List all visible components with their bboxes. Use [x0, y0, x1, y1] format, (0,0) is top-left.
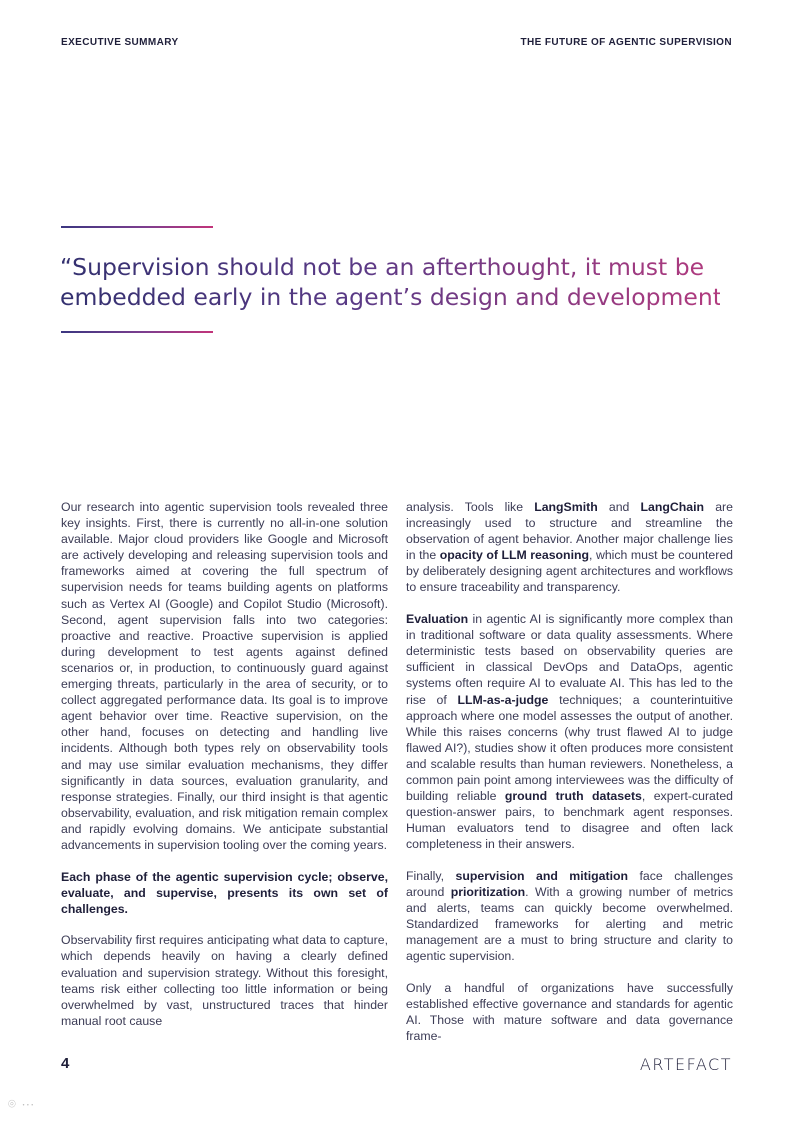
paragraph-evaluation: Evaluation in agentic AI is significantly more complex than in traditional software or data quality assessments. Where deterministic tests based on observability queries are sufficient in classical DevOps and DataOps, agentic systems often require AI to evaluate AI. This has led to the rise of LLM-as-a-judge techniques; a counterintuitive approach where one model assesses the output of another. While this raises concerns (why trust flawed AI to judge flawed AI?), studies show it often produces more consistent and scalable results than human reviewers. Nonetheless, a common pain point among interviewees was the difficulty of building reliable ground truth datasets, expert-curated question-answer pairs, to benchmark agent responses. Human evaluators tend to disagree and often lack completeness in their answers.: [406, 612, 733, 852]
quote-top-rule: [61, 226, 213, 228]
term-prioritization: prioritization: [450, 885, 526, 900]
right-column: [406, 499, 733, 1060]
term-evaluation: Evaluation: [406, 612, 469, 627]
pull-quote: [60, 252, 742, 312]
term-llm-as-a-judge: LLM-as-a-judge: [457, 692, 549, 707]
paragraph-lead-challenges: Each phase of the agentic supervision cycle; observe, evaluate, and supervise, presents its own set of challenges.: [61, 869, 388, 916]
paragraph-insights: Our research into agentic supervision tools revealed three key insights. First, there is currently no all-in-one solution available. Major cloud providers like Google and Microsoft are actively developing and releasing supervision tools and frameworks aimed at covering the full spectrum of supervision needs for teams building agents on platforms such as Vertex AI (Google) and Copilot Studio (Microsoft). Second, agent supervision falls into two categories: proactive and reactive. Proactive supervision is applied during development to test agents against defined scenarios or, in production, to continuously guard against emerging threats, particularly in the area of security, or to collect aggregated performance data. Its goal is to improve agent behavior over time. Reactive supervision, on the other hand, focuses on detecting and handling live incidents. Although both types rely on observability tools and may use similar evaluation mechanisms, they differ significantly in data sources, evaluation granularity, and response strategies. Finally, our third insight is that agentic observability, evaluation, and risk mitigation remain complex and rapidly evolving domains. We anticipate substantial advancements in supervision tooling over the coming years.: [61, 500, 388, 852]
running-header-left: EXECUTIVE SUMMARY: [61, 37, 179, 48]
running-header-right: THE FUTURE OF AGENTIC SUPERVISION: [520, 37, 732, 48]
pull-quote-line-1: “Supervision should not be an afterthought, it must be: [60, 253, 705, 281]
left-column: [61, 499, 388, 1044]
term-langchain: LangChain: [640, 500, 705, 514]
term-ground-truth: ground truth datasets: [504, 789, 642, 804]
quote-bottom-rule: [61, 331, 213, 333]
paragraph-supervision: Finally, supervision and mitigation face challenges around prioritization. With a growing number of metrics and alerts, teams can quickly become overwhelmed. Standardized frameworks for alerting and metric management are a must to bring structure and clarity to agentic supervision.: [406, 868, 733, 964]
paragraph-governance: Only a handful of organizations have successfully established effective governance and standards for agentic AI. Those with mature software and data governance frame-: [406, 981, 733, 1044]
watermark-icon: ⌾ ⋯: [8, 1096, 36, 1111]
paragraph-observability: Observability first requires anticipating what data to capture, which depends heavily on having a clearly defined evaluation and supervision strategy. Without this foresight, teams risk either collecting too little information or being overwhelmed by vast, unstructured traces that hinder manual root cause: [61, 933, 388, 1028]
term-langsmith: LangSmith: [534, 500, 598, 514]
paragraph-analysis-tools: analysis. Tools like LangSmith and LangChain are increasingly used to structure and streamline the observation of agent behavior. Another major challenge lies in the opacity of LLM reasoning, which must be countered by deliberately designing agent architectures and workflows to ensure traceability and transparency.: [406, 500, 733, 595]
pull-quote-line-2: embedded early in the agent’s design and development.”: [60, 283, 742, 311]
term-opacity: opacity of LLM reasoning: [439, 548, 590, 563]
artefact-logo: ARTEFACT: [639, 1055, 732, 1074]
term-supervision-mitigation: supervision and mitigation: [455, 868, 629, 883]
page-number: 4: [61, 1055, 70, 1072]
